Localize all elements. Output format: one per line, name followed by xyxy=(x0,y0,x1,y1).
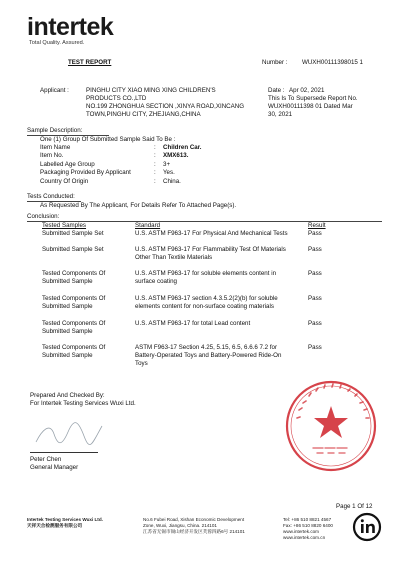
signatory-title: General Manager xyxy=(30,464,79,471)
row-standard: U.S. ASTM F963-17 section 4.3.5.2(2)(b) for soluble xyxy=(135,295,278,302)
row-sample: Submitted Sample xyxy=(42,303,93,310)
row-standard: Toys xyxy=(135,360,148,367)
footer-website: www.intertek.com xyxy=(283,529,319,534)
row-result: Pass xyxy=(308,230,322,237)
logo-tagline: Total Quality. Assured. xyxy=(29,40,85,46)
date-label: Date : xyxy=(268,87,285,94)
page-number: Page 1 Of 12 xyxy=(336,503,373,510)
row-standard: U.S. ASTM F963-17 For Flammability Test Of Materials xyxy=(135,246,286,253)
sample-row-colon: : xyxy=(154,169,156,176)
row-standard: elements content for non-surface coating materials xyxy=(135,303,274,310)
applicant-label: Applicant : xyxy=(40,87,69,94)
row-sample: Submitted Sample xyxy=(42,278,93,285)
supersede-line: WUXH00111398 01 Dated Mar xyxy=(268,103,353,110)
row-sample: Tested Components Of xyxy=(42,295,106,302)
sample-row-colon: : xyxy=(154,178,156,185)
official-seal xyxy=(283,378,379,474)
sample-row-label: Labelled Age Group xyxy=(40,161,95,168)
intertek-logo: intertek xyxy=(27,13,114,41)
conclusion-heading: Conclusion: xyxy=(27,213,60,220)
row-standard: U.S. ASTM F963-17 for soluble elements content in xyxy=(135,270,277,277)
sample-row-value: Children Car. xyxy=(163,144,202,151)
applicant-line: NO.199 ZHONGHUA SECTION ,XINYA ROAD,XINCANG xyxy=(86,103,245,110)
signature-scribble xyxy=(32,412,112,452)
footer-company-cn: 天祥天合检测服务有限公司 xyxy=(27,523,83,528)
row-standard: surface coating xyxy=(135,278,177,285)
row-result: Pass xyxy=(308,295,322,302)
tests-text: As Requested By The Applicant, For Details Refer To Attached Page(s). xyxy=(40,202,237,209)
sample-row-value: 3+ xyxy=(163,161,171,168)
col-header-samples: Tested Samples xyxy=(42,222,87,229)
row-sample: Submitted Sample xyxy=(42,352,93,359)
footer-fax: Fax: +86 510 8820 6400 xyxy=(283,523,333,528)
row-standard: Other Than Textile Materials xyxy=(135,254,213,261)
col-header-result: Result xyxy=(308,222,326,229)
report-number: WUXH00111398015 1 xyxy=(302,59,363,66)
row-standard: U.S. ASTM F963-17 for total Lead content xyxy=(135,320,251,327)
footer-company-en: Intertek Testing Services Wuxi Ltd. xyxy=(27,517,103,522)
sample-row-value: XMX613. xyxy=(163,152,189,159)
sample-heading: Sample Description: xyxy=(27,127,83,134)
row-result: Pass xyxy=(308,344,322,351)
row-standard: Battery-Operated Toys and Battery-Powered Ride-On xyxy=(135,352,282,359)
supersede-line: This Is To Supersede Report No. xyxy=(268,95,358,102)
signatory-name: Peter Chen xyxy=(30,456,62,463)
footer-address-en: Zone, Wuxi, Jiangsu, China. 214101 xyxy=(143,523,217,528)
footer-tel: Tel: +86 510 8821 4567 xyxy=(283,517,332,522)
row-result: Pass xyxy=(308,320,322,327)
row-sample: Tested Components Of xyxy=(42,320,106,327)
applicant-line: PRODUCTS CO.,LTD xyxy=(86,95,147,102)
sample-row-colon: : xyxy=(154,152,156,159)
row-result: Pass xyxy=(308,246,322,253)
report-number-label: Number : xyxy=(262,59,288,66)
row-sample: Tested Components Of xyxy=(42,270,106,277)
intertek-circle-logo xyxy=(352,512,382,542)
row-sample: Submitted Sample Set xyxy=(42,246,104,253)
sample-row-colon: : xyxy=(154,161,156,168)
footer-address-cn: 江苏省无锡市锡山经济开发区芙蓉四路6号 214101 xyxy=(143,529,245,534)
row-standard: U.S. ASTM F963-17 For Physical And Mechanical Tests xyxy=(135,230,288,237)
row-standard: ASTM F963-17 Section 4.25, 5.15, 6.5, 6.6.6 7.2 for xyxy=(135,344,278,351)
prepared-for: For Intertek Testing Services Wuxi Ltd. xyxy=(30,400,136,407)
signature-line xyxy=(30,452,98,453)
col-header-standard: Standard xyxy=(135,222,161,229)
sample-intro: One (1) Group Of Submitted Sample Said To Be : xyxy=(40,136,176,143)
row-sample: Submitted Sample xyxy=(42,328,93,335)
row-sample: Tested Components Of xyxy=(42,344,106,351)
footer-address-en: No.6 Fubei Road, Xishan Economic Development xyxy=(143,517,245,522)
footer-website-cn: www.intertek.com.cn xyxy=(283,535,326,540)
applicant-line: PINGHU CITY XIAO MING XING CHILDREN'S xyxy=(86,87,216,94)
sample-row-label: Item No. xyxy=(40,152,64,159)
sample-row-label: Packaging Provided By Applicant xyxy=(40,169,131,176)
tests-heading: Tests Conducted: xyxy=(27,193,75,200)
sample-row-label: Item Name xyxy=(40,144,71,151)
report-date: Apr 02, 2021 xyxy=(289,87,325,94)
sample-row-value: Yes. xyxy=(163,169,175,176)
supersede-line: 30, 2021 xyxy=(268,111,293,118)
row-sample: Submitted Sample Set xyxy=(42,230,104,237)
row-result: Pass xyxy=(308,270,322,277)
sample-row-label: Country Of Origin xyxy=(40,178,89,185)
report-title: TEST REPORT xyxy=(68,59,112,66)
sample-row-colon: : xyxy=(154,144,156,151)
sample-row-value: China. xyxy=(163,178,181,185)
applicant-line: TOWN,PINGHU CITY, ZHEJIANG,CHINA xyxy=(86,111,201,118)
prepared-by: Prepared And Checked By: xyxy=(30,392,105,399)
